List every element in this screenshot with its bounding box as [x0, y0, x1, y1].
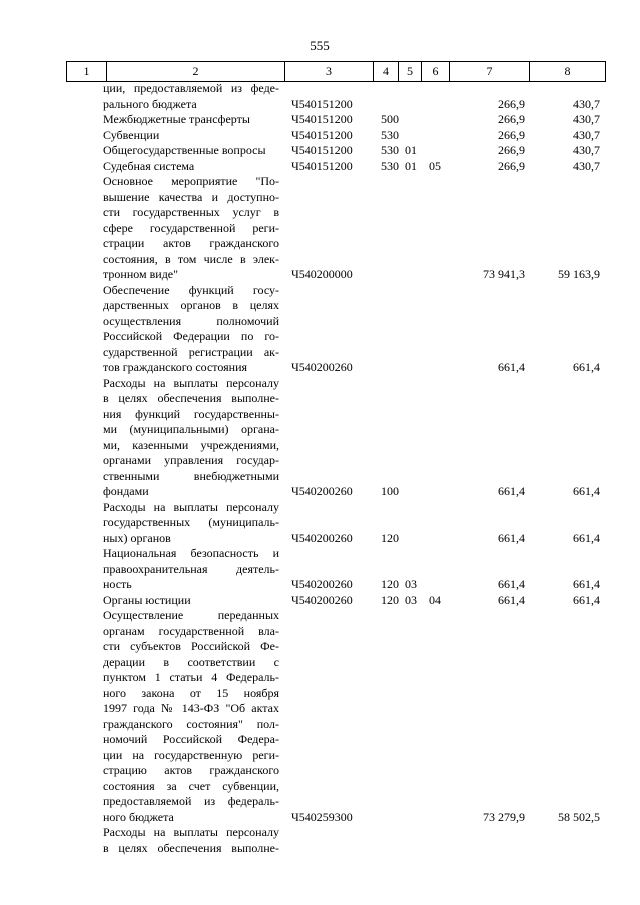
row-col-7: 266,9	[498, 158, 525, 173]
row-name-line: Межбюджетные трансферты	[103, 112, 250, 126]
header-col-1: 1	[66, 62, 106, 81]
row-name-line: рального бюджета	[103, 96, 197, 111]
row-name-line: правоохранительная деятель-	[103, 561, 279, 576]
row-name-line: состояния, в том числе в элек-	[103, 251, 279, 266]
row-name-line: Расходы на выплаты персоналу	[103, 499, 279, 514]
row-name-line: ность	[103, 577, 132, 591]
row-name-line: ния функций государственны-	[103, 406, 279, 421]
row-code: Ч540151200	[291, 112, 353, 126]
row-name-line: ции, предоставляемой из феде-	[103, 81, 279, 95]
row-name-line: вышение качества и доступно-	[103, 189, 279, 204]
row-col-5: 01	[405, 158, 417, 173]
row-code: Ч540200260	[291, 360, 353, 374]
row-name	[103, 81, 279, 112]
row-col-8: 430,7	[573, 127, 600, 142]
row-name-line: сти субъектов Российской Фе-	[103, 639, 279, 653]
row-col-7: 661,4	[498, 360, 525, 374]
table-row	[0, 546, 640, 593]
row-code: Ч540151200	[291, 143, 353, 157]
table-row	[0, 593, 640, 609]
header-col-8: 8	[529, 62, 606, 81]
row-col-5: 01	[405, 143, 417, 157]
row-code: Ч540200260	[291, 577, 353, 591]
table-header	[66, 61, 606, 82]
row-name-line: Расходы на выплаты персоналу	[103, 375, 279, 390]
row-name-line: ного закона от 15 ноября	[103, 685, 279, 700]
row-col-7: 661,4	[498, 484, 525, 498]
row-col-6: 04	[429, 592, 441, 607]
row-name-line: Осуществление переданных	[103, 608, 279, 622]
row-name-line: ных) органов	[103, 530, 171, 545]
row-col-8: 430,7	[573, 96, 600, 111]
row-name-line: Судебная система	[103, 158, 195, 173]
row-col-7: 266,9	[498, 143, 525, 157]
row-col-8: 430,7	[573, 158, 600, 173]
row-name-line: осуществления полномочий	[103, 313, 279, 328]
row-col-8: 661,4	[573, 577, 600, 591]
row-name	[103, 593, 279, 609]
table-row	[0, 608, 640, 825]
row-code: Ч540151200	[291, 127, 353, 142]
row-col-7: 73 941,3	[483, 267, 525, 281]
row-name-line: страцию актов гражданского	[103, 763, 279, 777]
row-name-line: тронном виде"	[103, 267, 179, 281]
row-name-line: дерации в соответствии с	[103, 654, 279, 669]
row-name-line: номочий Российской Федера-	[103, 732, 279, 746]
row-name	[103, 608, 279, 825]
row-name	[103, 376, 279, 500]
row-col-5: 03	[405, 592, 417, 607]
row-col-8: 661,4	[573, 360, 600, 374]
row-name-line: предоставляемой из федераль-	[103, 794, 279, 808]
row-name-line: состояния за счет субвенции,	[103, 778, 279, 793]
row-col-7: 266,9	[498, 127, 525, 142]
table-row	[0, 174, 640, 283]
row-col-4: 530	[381, 158, 399, 173]
header-col-6: 6	[421, 62, 449, 81]
row-name	[103, 143, 279, 159]
row-col-4: 120	[381, 592, 399, 607]
row-code: Ч540151200	[291, 158, 353, 173]
table-row	[0, 825, 640, 856]
row-col-7: 661,4	[498, 530, 525, 545]
row-name-line: государственных (муниципаль-	[103, 515, 279, 529]
row-name-line: Расходы на выплаты персоналу	[103, 825, 279, 839]
row-col-4: 530	[381, 127, 399, 142]
row-col-4: 530	[381, 143, 399, 157]
row-name-line: Российской Федерации по го-	[103, 329, 279, 343]
row-name-line: ции на государственную реги-	[103, 747, 279, 762]
row-col-8: 430,7	[573, 112, 600, 126]
row-name-line: страции актов гражданского	[103, 236, 279, 250]
row-col-7: 661,4	[498, 577, 525, 591]
header-col-2: 2	[106, 62, 284, 81]
row-name-line: Национальная безопасность и	[103, 546, 279, 560]
row-name-line: ми, казенными учреждениями,	[103, 437, 279, 452]
table-row	[0, 112, 640, 128]
row-name-line: 1997 года № 143-ФЗ "Об актах	[103, 701, 279, 715]
row-name	[103, 825, 279, 856]
table-row	[0, 128, 640, 144]
row-name-line: Органы юстиции	[103, 592, 191, 607]
row-col-8: 59 163,9	[558, 267, 600, 281]
row-col-7: 266,9	[498, 112, 525, 126]
table-row	[0, 500, 640, 547]
row-name-line: в целях обеспечения выполне-	[103, 391, 279, 405]
row-name-line: сти государственных услуг в	[103, 205, 279, 219]
row-name-line: органам государственной вла-	[103, 623, 279, 638]
row-code: Ч540200260	[291, 530, 353, 545]
table-row	[0, 283, 640, 376]
header-col-3: 3	[284, 62, 373, 81]
row-name-line: тов гражданского состояния	[103, 360, 248, 374]
row-name-line: фондами	[103, 484, 149, 498]
table-row	[0, 159, 640, 175]
row-name-line: гражданского состояния" пол-	[103, 716, 279, 731]
table-row	[0, 81, 640, 112]
row-col-6: 05	[429, 158, 441, 173]
row-col-5: 03	[405, 577, 417, 591]
row-col-4: 500	[381, 112, 399, 126]
row-name-line: ми (муниципальными) органа-	[103, 422, 279, 436]
row-name-line: дарственных органов в целях	[103, 298, 279, 312]
row-name	[103, 546, 279, 593]
row-name-line: в целях обеспечения выполне-	[103, 840, 279, 855]
row-name-line: органами управления государ-	[103, 453, 279, 467]
row-code: Ч540200000	[291, 267, 353, 281]
row-name-line: Общегосударственные вопросы	[103, 143, 266, 157]
row-name-line: сфере государственной реги-	[103, 220, 279, 235]
row-name	[103, 283, 279, 376]
row-name	[103, 500, 279, 547]
row-name-line: пунктом 1 статьи 4 Федераль-	[103, 670, 279, 684]
row-col-7: 661,4	[498, 592, 525, 607]
page-number: 555	[310, 38, 330, 53]
row-name	[103, 174, 279, 283]
row-name-line: Субвенции	[103, 127, 160, 142]
row-col-4: 120	[381, 530, 399, 545]
row-col-8: 661,4	[573, 530, 600, 545]
row-col-8: 661,4	[573, 484, 600, 498]
row-name-line: Обеспечение функций госу-	[103, 282, 279, 297]
row-code: Ч540259300	[291, 809, 353, 824]
row-col-8: 661,4	[573, 592, 600, 607]
row-name	[103, 128, 279, 144]
row-name	[103, 112, 279, 128]
header-col-7: 7	[449, 62, 529, 81]
header-col-4: 4	[373, 62, 398, 81]
row-code: Ч540200260	[291, 592, 353, 607]
row-code: Ч540200260	[291, 484, 353, 498]
row-col-8: 58 502,5	[558, 809, 600, 824]
row-col-4: 100	[381, 484, 399, 498]
row-name	[103, 159, 279, 175]
row-col-4: 120	[381, 577, 399, 591]
table-row	[0, 143, 640, 159]
row-name-line: сударственной регистрации ак-	[103, 344, 279, 359]
row-col-7: 73 279,9	[483, 809, 525, 824]
row-name-line: Основное мероприятие "По-	[103, 174, 279, 188]
table-body	[0, 81, 640, 856]
row-col-7: 266,9	[498, 96, 525, 111]
header-col-5: 5	[398, 62, 421, 81]
table-row	[0, 376, 640, 500]
row-name-line: ственными внебюджетными	[103, 468, 279, 483]
row-code: Ч540151200	[291, 96, 353, 111]
row-col-8: 430,7	[573, 143, 600, 157]
row-name-line: ного бюджета	[103, 809, 174, 824]
